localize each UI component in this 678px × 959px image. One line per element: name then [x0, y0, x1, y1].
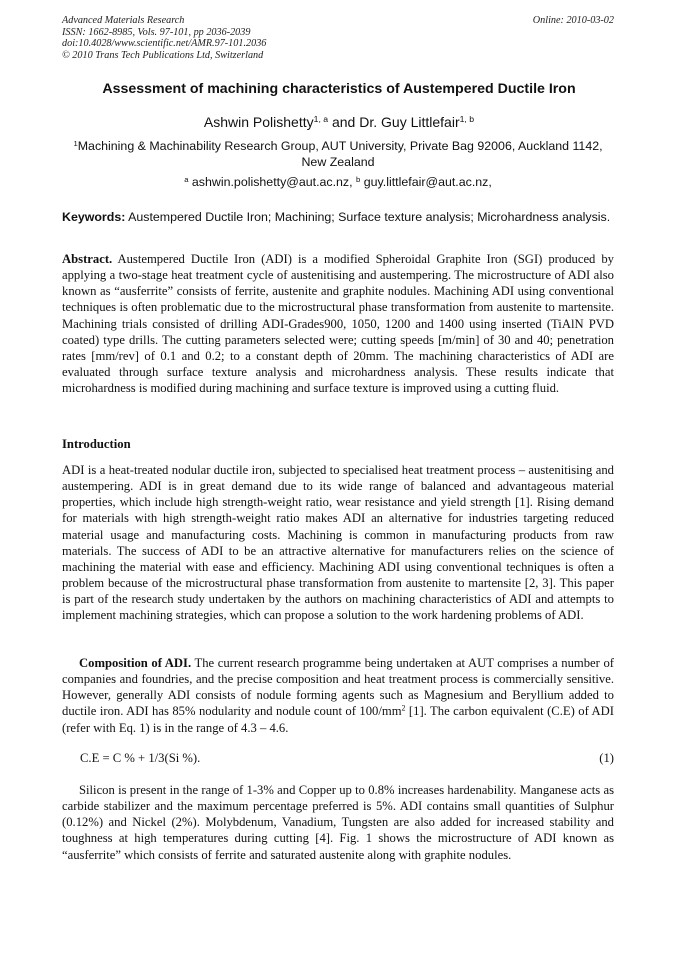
composition-text-2: [1]. The carbon equivalent (C.E) of ADI (refer with Eq. 1) is in the range of 4.3 – 4.6. [62, 704, 614, 735]
email-b: guy.littlefair@aut.ac.nz, [360, 175, 492, 189]
online-date: Online: 2010-03-02 [532, 15, 614, 26]
affiliation [62, 138, 614, 170]
author-line [40, 114, 638, 130]
silicon-paragraph: Silicon is present in the range of 1-3% and Copper up to 0.8% increases hardenability. Manganese acts as carbide stabilizer and the maximum percentage preferred is 5%. ADI contains small quantities of Sulphur (0.12%) and Nickel (2%). Molybdenum, Vanadium, Tungsten are also added for increased stability and toughness at high temperatures during cutting [4]. Fig. 1 shows the microstructure of ADI known as “ausferrite” which consists of ferrite and saturated austenite along with graphite nodules. [62, 783, 614, 862]
journal-header [62, 15, 614, 61]
author-conjunction: and [328, 114, 360, 130]
email-a: ashwin.polishetty@aut.ac.nz, [188, 175, 357, 189]
equation-number: (1) [599, 751, 614, 765]
affiliation-text: Machining & Machinability Research Group, AUT University, Private Bag 92006, Auckland 1142, New Zealand [77, 139, 603, 169]
author-2: Dr. Guy Littlefair [359, 114, 460, 130]
keywords-label: Keywords: [62, 210, 126, 224]
equation-text: C.E = C % + 1/3(Si %). [80, 751, 201, 765]
keywords-text: Austempered Ductile Iron; Machining; Surface texture analysis; Microhardness analysis. [125, 210, 611, 224]
composition-text-1: The current research programme being undertaken at AUT comprises a number of companies and foundries, and the precise composition and heat treatment process is commercially sensitive. However, generally ADI consists of nodule forming agents such as Magnesium and Beryllium added to ductile iron. ADI has 85% nodularity and nodule count of 100/mm [62, 656, 614, 719]
paper-title: Assessment of machining characteristics of Austempered Ductile Iron [102, 81, 576, 97]
equation-1 [80, 751, 614, 766]
journal-name: Advanced Materials Research [62, 15, 185, 26]
email-a-mark: a [184, 174, 189, 184]
author-2-affil: 1, b [459, 114, 475, 125]
email-line [62, 175, 614, 189]
copyright-line: © 2010 Trans Tech Publications Ltd, Switzerland [62, 49, 264, 61]
abstract-label: Abstract. [62, 252, 113, 266]
issn-line: ISSN: 1662-8985, Vols. 97-101, pp 2036-2039 [62, 26, 251, 38]
abstract [62, 251, 614, 396]
email-b-mark: b [356, 174, 361, 184]
abstract-text: Austempered Ductile Iron (ADI) is a modified Spheroidal Graphite Iron (SGI) produced by applying a two-stage heat treatment cycle of austenitising and austempering. The microstructure of ADI also known as “ausferrite” consists of ferrite, austenite and graphite nodules. Machining ADI using conventional techniques is often problematic due to the microstructural phase transformation from austenite to martensite. Machining trials consisted of drilling ADI-Grades900, 1050, 1200 and 1400 using inserted (TiAlN PVD coated) type drills. The cutting parameters selected were; cutting speeds [m/min] of 30 and 40; penetration rates [mm/rev] of 0.1 and 0.2; to a constant depth of 20mm. The machining characteristics of ADI are evaluated through surface texture analysis and microhardness analysis. These results indicate that microhardness is modified during machining and surface texture is improved using a cutting fluid. [62, 252, 614, 396]
composition-paragraph [62, 655, 614, 736]
introduction-paragraph: ADI is a heat-treated nodular ductile iron, subjected to specialised heat treatment process – austenitising and austempering. ADI is in great demand due to its wide range of balanced and advantageous material properties, which include high strength-weight ratio, wear resistance and yield strength [1]. Rising demand for materials with high strength-weight ratio makes ADI an alternative for industries targeting reduced material usage and manufacturing costs. Machining is common in manufacturing products from raw materials. The success of ADI to be an attractive alternative for manufacturers relies on the science of machining the material with ease and efficiency. Machining ADI using conventional techniques is often a problem because of the microstructural phase transformation from austenite to martensite [2, 3]. This paper is part of the research study undertaken by the authors on machining characteristics of ADI and attempts to implement machining strategies, which can propose a solution to the work hardening problems of ADI. [62, 463, 614, 623]
doi-line: doi:10.4028/www.scientific.net/AMR.97-101.2036 [62, 38, 267, 50]
composition-superscript: 2 [401, 704, 406, 714]
composition-label: Composition of ADI. [79, 656, 192, 670]
introduction-heading: Introduction [62, 437, 131, 451]
author-1: Ashwin Polishetty [203, 114, 314, 130]
affiliation-mark: 1 [73, 138, 78, 148]
author-1-affil: 1, a [313, 114, 329, 125]
keywords [62, 210, 614, 225]
